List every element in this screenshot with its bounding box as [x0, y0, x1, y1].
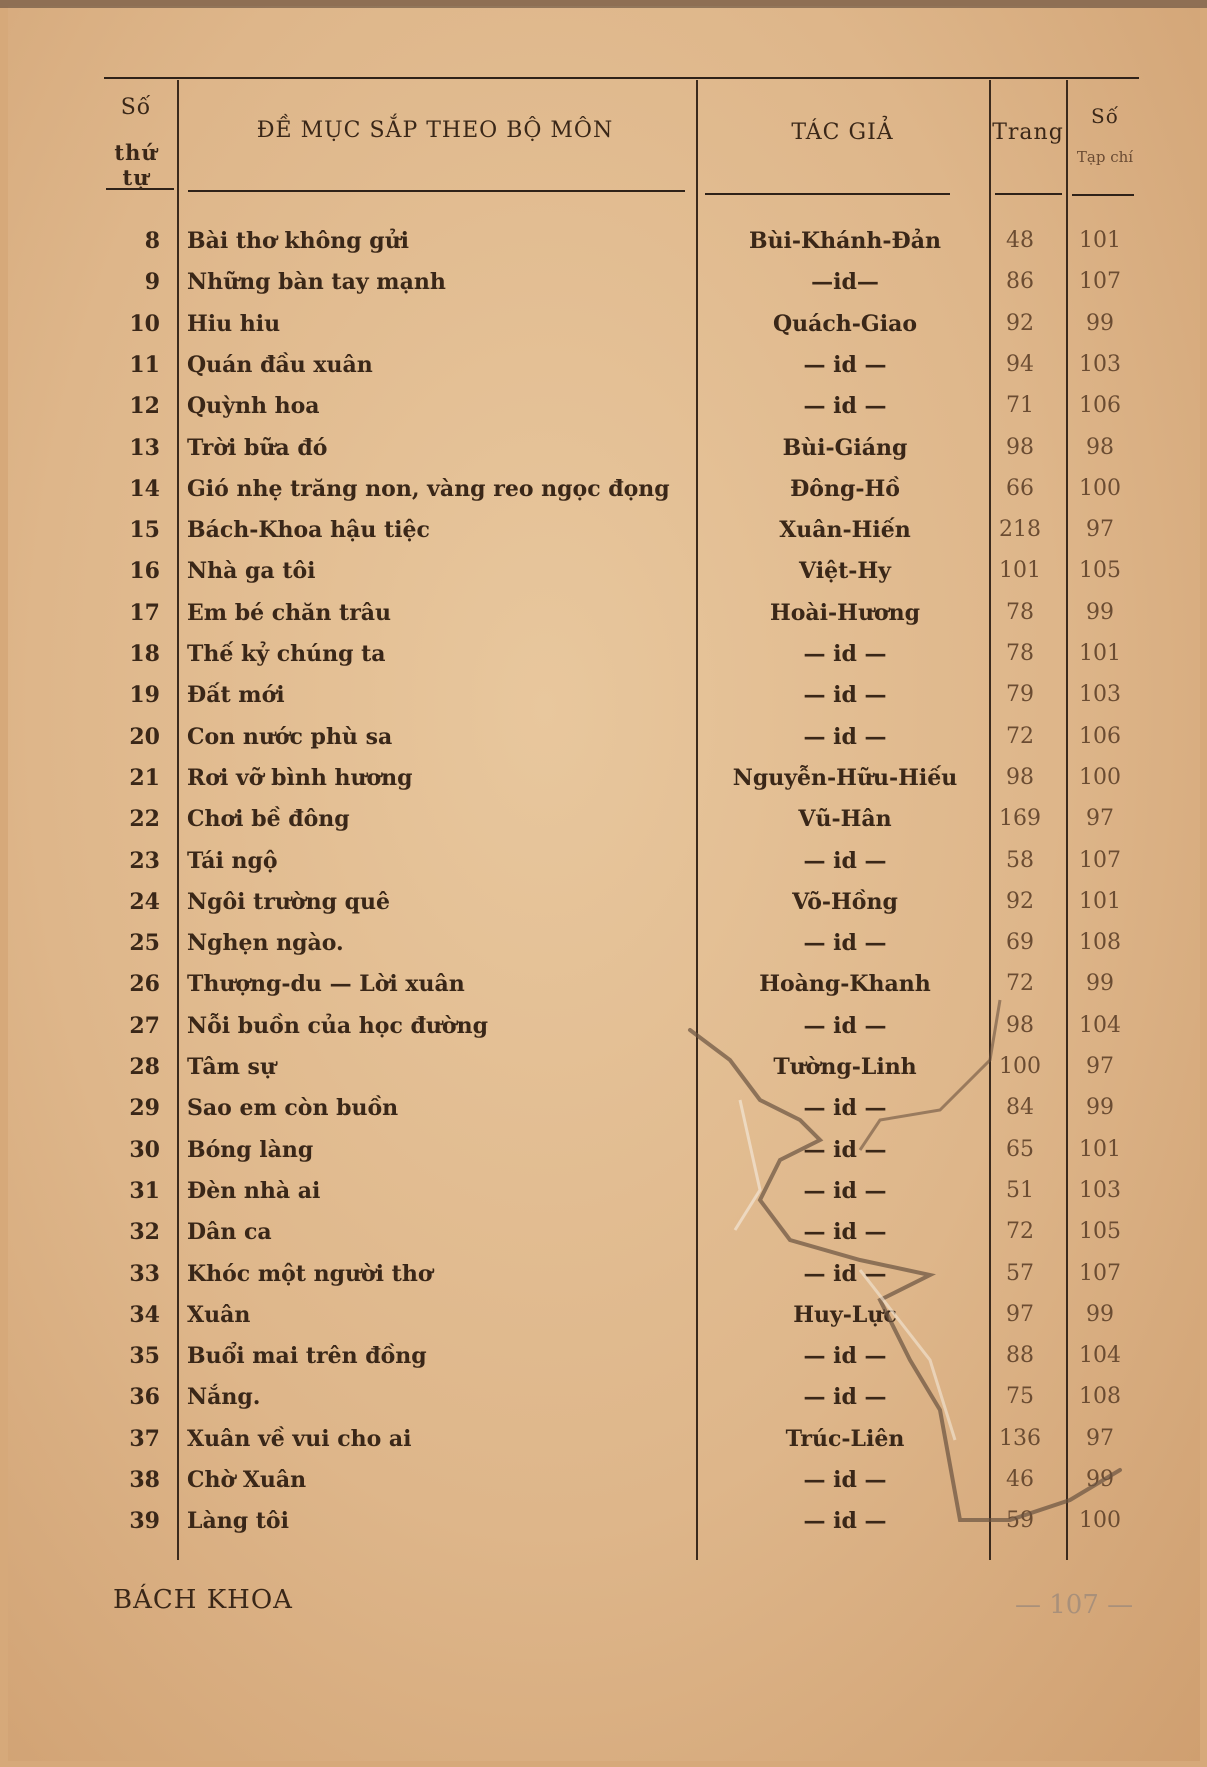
row-issue: 106	[1079, 393, 1121, 419]
row-issue: 107	[1079, 847, 1121, 873]
row-author: — id —	[803, 847, 887, 874]
row-author: — id —	[803, 930, 887, 957]
row-page: 94	[1006, 351, 1034, 377]
row-author: — id —	[803, 641, 887, 667]
header-title-label: ĐỀ MỤC SẮP THEO BỘ MÔN	[256, 118, 614, 143]
row-title: Chờ Xuân	[187, 1467, 307, 1493]
row-author: — id —	[803, 1260, 887, 1287]
row-number: 19	[129, 682, 160, 709]
row-author: Việt-Hy	[799, 558, 891, 585]
row-issue: 101	[1079, 888, 1121, 914]
row-page: 169	[999, 806, 1041, 832]
row-title: Em bé chăn trâu	[187, 599, 392, 626]
row-issue: 107	[1079, 269, 1121, 295]
row-page: 86	[1006, 269, 1034, 295]
row-title: Rơi vỡ bình hương	[187, 764, 413, 791]
row-number: 23	[129, 847, 160, 874]
row-author: Bùi-Khánh-Đản	[748, 228, 942, 254]
row-issue: 107	[1079, 1260, 1121, 1286]
row-issue: 98	[1086, 434, 1114, 460]
row-page: 98	[1006, 764, 1034, 790]
row-author: Vũ-Hân	[798, 806, 892, 833]
row-number: 12	[129, 393, 160, 420]
row-page: 75	[1006, 1384, 1034, 1410]
row-author: Hoàng-Khanh	[759, 971, 931, 998]
row-title: Nỗi buồn của học đường	[187, 1012, 488, 1039]
row-number: 25	[129, 930, 160, 957]
row-title: Con nước phù sa	[187, 723, 393, 750]
header-num-label-1: Số	[120, 95, 152, 120]
row-title: Sao em còn buồn	[187, 1095, 399, 1122]
row-page: 98	[1006, 1012, 1034, 1038]
row-page: 88	[1006, 1343, 1034, 1369]
row-author: — id —	[803, 1219, 887, 1246]
row-author: — id —	[803, 682, 887, 709]
row-number: 21	[129, 764, 160, 791]
row-title: Đất mới	[187, 682, 285, 709]
row-title: Nhà ga tôi	[187, 558, 316, 585]
row-number: 13	[129, 434, 160, 461]
row-number: 24	[129, 888, 160, 915]
row-number: 18	[129, 641, 160, 667]
row-author: Hoài-Hương	[769, 599, 921, 626]
row-issue: 108	[1079, 930, 1121, 956]
row-number: 22	[129, 806, 160, 833]
row-issue: 97	[1086, 806, 1114, 832]
footer-publication: BÁCH KHOA	[113, 1585, 293, 1615]
row-number: 11	[129, 351, 160, 378]
row-author: — id —	[803, 351, 887, 378]
row-title: Tái ngộ	[187, 847, 278, 874]
row-author: Bùi-Giáng	[782, 434, 908, 461]
row-issue: 106	[1079, 723, 1121, 749]
header-author-label: TÁC GIẢ	[791, 120, 894, 145]
row-title: Dân ca	[187, 1219, 272, 1246]
row-page: 136	[999, 1425, 1041, 1451]
row-issue: 101	[1079, 641, 1121, 666]
row-author: — id —	[803, 1136, 887, 1163]
row-page: 72	[1006, 1219, 1034, 1245]
row-number: 10	[129, 310, 160, 337]
row-issue: 97	[1086, 517, 1114, 543]
row-issue: 103	[1079, 1177, 1121, 1203]
row-author: Tường-Linh	[773, 1054, 917, 1080]
row-number: 38	[129, 1467, 160, 1493]
row-issue: 103	[1079, 351, 1121, 377]
row-author: Võ-Hồng	[792, 888, 898, 915]
row-title: Xuân	[187, 1301, 251, 1328]
row-issue: 100	[1079, 764, 1121, 790]
row-issue: 101	[1079, 1136, 1121, 1162]
row-number: 33	[129, 1260, 160, 1287]
row-number: 15	[129, 517, 160, 544]
row-issue: 97	[1086, 1425, 1114, 1451]
row-number: 20	[129, 723, 160, 750]
row-page: 58	[1006, 847, 1034, 873]
row-page: 66	[1006, 475, 1034, 501]
row-title: Đèn nhà ai	[187, 1177, 321, 1204]
row-issue: 99	[1086, 1467, 1114, 1492]
row-issue: 99	[1086, 1095, 1114, 1121]
row-number: 31	[129, 1177, 160, 1204]
row-page: 69	[1006, 930, 1034, 956]
row-author: — id —	[803, 1467, 887, 1493]
row-author: —id—	[811, 269, 879, 296]
row-title: Những bàn tay mạnh	[187, 269, 446, 296]
row-number: 37	[129, 1425, 160, 1452]
row-author: Huy-Lực	[793, 1301, 897, 1328]
row-title: Làng tôi	[187, 1508, 289, 1535]
header-issue-label-1: Số	[1091, 104, 1119, 128]
row-issue: 99	[1086, 1301, 1114, 1327]
row-issue: 101	[1079, 228, 1121, 253]
row-number: 29	[129, 1095, 160, 1122]
row-title: Bóng làng	[187, 1136, 314, 1163]
row-title: Trời bữa đó	[187, 434, 328, 461]
row-issue: 97	[1086, 1054, 1114, 1079]
row-number: 34	[129, 1301, 160, 1328]
row-number: 16	[129, 558, 160, 585]
row-page: 46	[1006, 1467, 1034, 1492]
row-page: 78	[1006, 641, 1034, 666]
row-issue: 103	[1079, 682, 1121, 708]
row-number: 17	[129, 599, 160, 626]
row-title: Thượng-du — Lời xuân	[187, 971, 465, 998]
row-number: 27	[129, 1012, 160, 1039]
row-number: 36	[129, 1384, 160, 1411]
row-number: 35	[129, 1343, 160, 1370]
row-title: Quỳnh hoa	[187, 393, 320, 420]
row-title: Chơi bề đông	[187, 806, 350, 833]
row-page: 97	[1006, 1301, 1034, 1327]
row-number: 28	[129, 1054, 160, 1080]
row-number: 26	[129, 971, 160, 998]
row-page: 51	[1006, 1177, 1034, 1203]
row-issue: 108	[1079, 1384, 1121, 1410]
row-issue: 100	[1079, 1508, 1121, 1534]
row-title: Bách-Khoa hậu tiệc	[187, 517, 430, 544]
row-number: 8	[144, 228, 160, 254]
row-title: Hiu hiu	[187, 310, 281, 337]
row-author: — id —	[803, 1095, 887, 1122]
row-author: — id —	[803, 723, 887, 750]
row-page: 72	[1006, 723, 1034, 749]
row-title: Tâm sự	[187, 1054, 276, 1080]
row-title: Buổi mai trên đồng	[187, 1343, 427, 1370]
row-issue: 99	[1086, 599, 1114, 625]
row-title: Xuân về vui cho ai	[187, 1425, 412, 1452]
row-page: 79	[1006, 682, 1034, 708]
row-page: 65	[1006, 1136, 1034, 1162]
header-num-label-2: thứ tự	[114, 140, 158, 190]
row-page: 98	[1006, 434, 1034, 460]
row-issue: 99	[1086, 310, 1114, 336]
row-number: 30	[129, 1136, 160, 1163]
row-page: 218	[999, 517, 1041, 543]
row-title: Nắng.	[187, 1384, 261, 1411]
row-title: Quán đầu xuân	[187, 351, 373, 378]
row-author: — id —	[803, 1012, 887, 1039]
row-page: 71	[1006, 393, 1034, 419]
row-author: — id —	[803, 393, 887, 420]
row-title: Gió nhẹ trăng non, vàng reo ngọc đọng	[187, 475, 670, 502]
row-page: 57	[1006, 1260, 1034, 1286]
row-author: — id —	[803, 1384, 887, 1411]
row-number: 39	[129, 1508, 160, 1535]
row-page: 84	[1006, 1095, 1034, 1121]
header-issue-label-2: Tạp chí	[1076, 148, 1134, 166]
row-page: 48	[1006, 228, 1034, 253]
header-page-label: Trang	[992, 120, 1064, 145]
row-page: 92	[1006, 310, 1034, 336]
row-number: 14	[129, 475, 160, 502]
row-title: Khóc một người thơ	[187, 1260, 433, 1287]
row-number: 9	[144, 269, 160, 296]
row-author: Quách-Giao	[772, 310, 917, 337]
row-page: 59	[1006, 1508, 1034, 1534]
row-issue: 105	[1079, 558, 1121, 584]
row-title: Ngôi trường quê	[187, 888, 391, 915]
row-page: 78	[1006, 599, 1034, 625]
row-title: Nghẹn ngào.	[187, 930, 344, 957]
row-author: — id —	[803, 1177, 887, 1204]
row-page: 72	[1006, 971, 1034, 997]
row-title: Bài thơ không gửi	[187, 228, 410, 254]
row-issue: 105	[1079, 1219, 1121, 1245]
row-author: Trúc-Liên	[785, 1425, 905, 1452]
row-issue: 99	[1086, 971, 1114, 997]
row-number: 32	[129, 1219, 160, 1246]
row-author: — id —	[803, 1343, 887, 1370]
footer-page-number: — 107 —	[1015, 1590, 1134, 1620]
row-issue: 104	[1079, 1343, 1121, 1369]
row-author: Nguyễn-Hữu-Hiếu	[732, 764, 958, 791]
row-author: Xuân-Hiến	[779, 517, 911, 544]
row-issue: 100	[1079, 475, 1121, 501]
row-title: Thế kỷ chúng ta	[187, 641, 386, 667]
row-author: Đông-Hồ	[790, 475, 900, 502]
row-page: 100	[999, 1054, 1041, 1079]
row-issue: 104	[1079, 1012, 1121, 1038]
row-page: 92	[1006, 888, 1034, 914]
row-author: — id —	[803, 1508, 887, 1535]
row-page: 101	[999, 558, 1041, 584]
